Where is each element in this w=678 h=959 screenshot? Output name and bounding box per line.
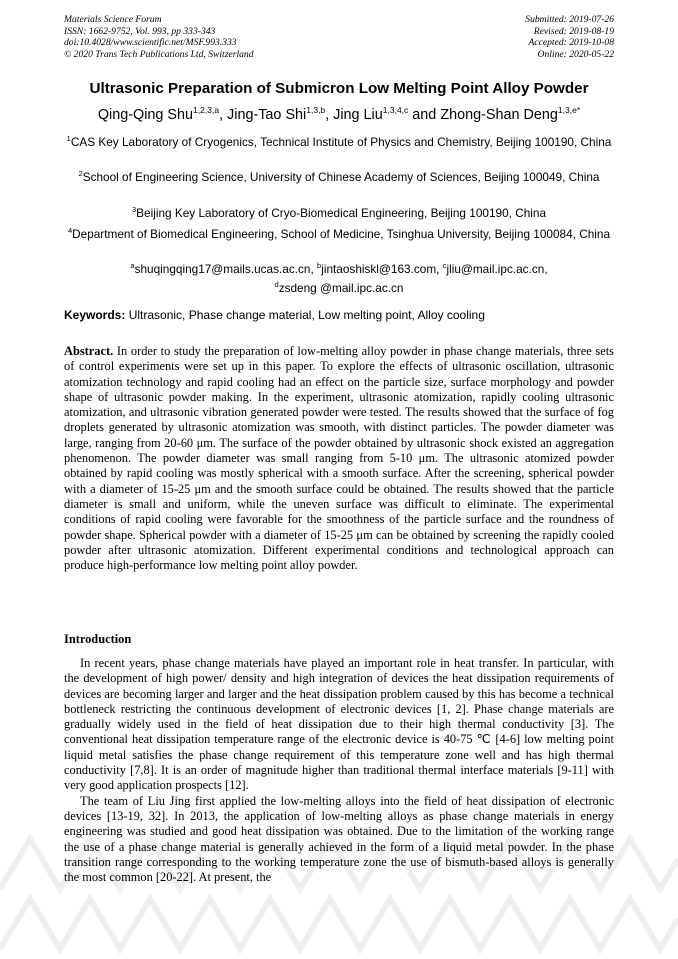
intro-paragraph: In recent years, phase change materials have played an important role in heat transfer. In particular, with the development of high power/ density and high integration of devices the heat dissipation requirements of devices are becoming larger and larger and the heat dissipation problem caused by this has become a technical bottleneck restricting the continuous development of electronic devices [1, 2]. Phase change materials are gradually widely used in the field of heat dissipation due to their high thermal conductivity [3]. The conventional heat dissipation temperature range of the electronic device is 40-75 ℃ [4-6] low melting point liquid metal satisfies the phase change requirement of this temperature zone well and has high thermal conductivity [7,8]. It is an order of magnitude higher than traditional thermal interface materials [9-11] with very good application prospects [12]. — [64, 656, 614, 793]
publication-dates — [525, 14, 614, 60]
affiliation-number: 3 — [131, 205, 137, 214]
author-separator: , — [325, 106, 334, 123]
date-submitted: Submitted: 2019-07-26 — [525, 14, 614, 25]
intro-paragraph: The team of Liu Jing first applied the low-melting alloys into the field of heat dissipation of electronic devices [13-19, 32]. In 2013, the application of low-melting alloys as phase change materials in energy engineering was studied and good heat dissipation was obtained. Due to the limitation of the working range the use of a phase change material is generally achieved in the form of a liquid metal powder. In the phase transition range corresponding to the working temperature zone the use of bismuth-based alloys is generally the most common [20-22]. At present, the — [64, 793, 614, 885]
paper-title: Ultrasonic Preparation of Submicron Low Melting Point Alloy Powder — [89, 80, 589, 97]
date-revised: Revised: 2019-08-19 — [533, 25, 614, 37]
abstract-label: Abstract. — [64, 344, 114, 358]
email-mark: b — [317, 261, 322, 270]
journal-name: Materials Science Forum — [64, 14, 162, 25]
author-name: Jing Liu — [333, 106, 383, 123]
keywords — [64, 308, 614, 322]
author-affiliation-mark: 1,3,e* — [557, 105, 581, 115]
journal-issn: ISSN: 1662-9752, Vol. 993, pp 333-343 — [64, 25, 216, 37]
affiliation-text: CAS Key Laboratory of Cryogenics, Technical Institute of Physics and Chemistry, Beijing 100190, China — [70, 134, 612, 149]
section-heading-introduction: Introduction — [64, 632, 132, 646]
author-list — [0, 105, 678, 123]
journal-copyright: © 2020 Trans Tech Publications Ltd, Switzerland — [64, 48, 254, 60]
affiliation-text: School of Engineering Science, University of Chinese Academy of Sciences, Beijing 100049, China — [82, 169, 600, 184]
author-affiliation-mark: 1,3,4,c — [382, 105, 409, 115]
affiliation — [64, 130, 614, 151]
author-name: Zhong-Shan Deng — [440, 106, 558, 123]
affiliation-number: 2 — [78, 169, 83, 178]
affiliation — [64, 201, 614, 222]
author-separator: , — [219, 106, 228, 123]
affiliation-number: 1 — [66, 134, 71, 143]
email-link[interactable]: jintaoshiskl@163.com, — [321, 261, 443, 276]
affiliation-number: 4 — [67, 226, 73, 235]
email-link[interactable]: zsdeng @mail.ipc.ac.cn — [278, 280, 404, 295]
email-mark: c — [442, 261, 447, 270]
author-name: Jing-Tao Shi — [227, 106, 307, 123]
affiliation-text: Department of Biomedical Engineering, School of Medicine, Tsinghua University, Beijing 100084, China — [72, 226, 611, 241]
author-name: Qing-Qing Shu — [97, 106, 194, 123]
abstract-text: In order to study the preparation of low-melting alloy powder in phase change materials, three sets of control experiments were set up in this paper. To explore the effects of ultrasonic oscillation, ultrasonic atomization technology and rapid cooling had an effect on the particle size, surface morphology and powder shape of ultrasonic powder making. In the experiment, ultrasonic atomization, rapidly cooling ultrasonic atomization, and ultrasonic vibration generated powder were tested. The results showed that the surface of fog droplets generated by ultrasonic atomization was smooth, with distinct particles. The powder diameter was large, ranging from 20-60 μm. The surface of the powder obtained by ultrasonic shock existed an aggregation phenomenon. The powder diameter was small ranging from 5-10 μm. The ultrasonic atomized powder obtained by rapid cooling was mostly spherical with a smooth surface. After the screening, spherical powder with a diameter of 15-25 μm and the smooth surface could be obtained. The results showed that the particle diameter is small and uniform, while the uneven surface was difficult to eliminate. The experimental conditions of rapid cooling were favorable for the smoothness of the particle surface and the roundness of powder shape. Spherical powder with a diameter of 15-25 μm can be obtained by screening the rapidly cooled powder after ultrasonic atomization. Different experimental conditions and technological approach can produce high-performance low melting point alloy powder. — [64, 344, 614, 573]
email-mark: a — [130, 261, 135, 270]
journal-info — [64, 14, 254, 60]
email-link[interactable]: jliu@mail.ipc.ac.cn, — [446, 261, 548, 276]
author-emails — [64, 258, 614, 296]
date-online: Online: 2020-05-22 — [537, 48, 614, 60]
abstract — [64, 344, 614, 573]
keywords-text: Ultrasonic, Phase change material, Low melting point, Alloy cooling — [125, 308, 485, 322]
email-link[interactable]: shuqingqing17@mails.ucas.ac.cn, — [134, 261, 318, 276]
affiliation-text: Beijing Key Laboratory of Cryo-Biomedical Engineering, Beijing 100190, China — [136, 205, 547, 220]
introduction-body — [64, 656, 614, 885]
author-separator: and — [408, 106, 441, 123]
keywords-label: Keywords: — [64, 308, 126, 322]
author-affiliation-mark: 1,2,3,a — [193, 105, 220, 115]
email-mark: d — [274, 279, 279, 289]
journal-doi: doi:10.4028/www.scientific.net/MSF.993.333 — [64, 37, 237, 49]
author-affiliation-mark: 1,3,b — [306, 105, 326, 115]
affiliation — [64, 222, 614, 243]
affiliation — [64, 165, 614, 186]
date-accepted: Accepted: 2019-10-08 — [528, 37, 614, 49]
